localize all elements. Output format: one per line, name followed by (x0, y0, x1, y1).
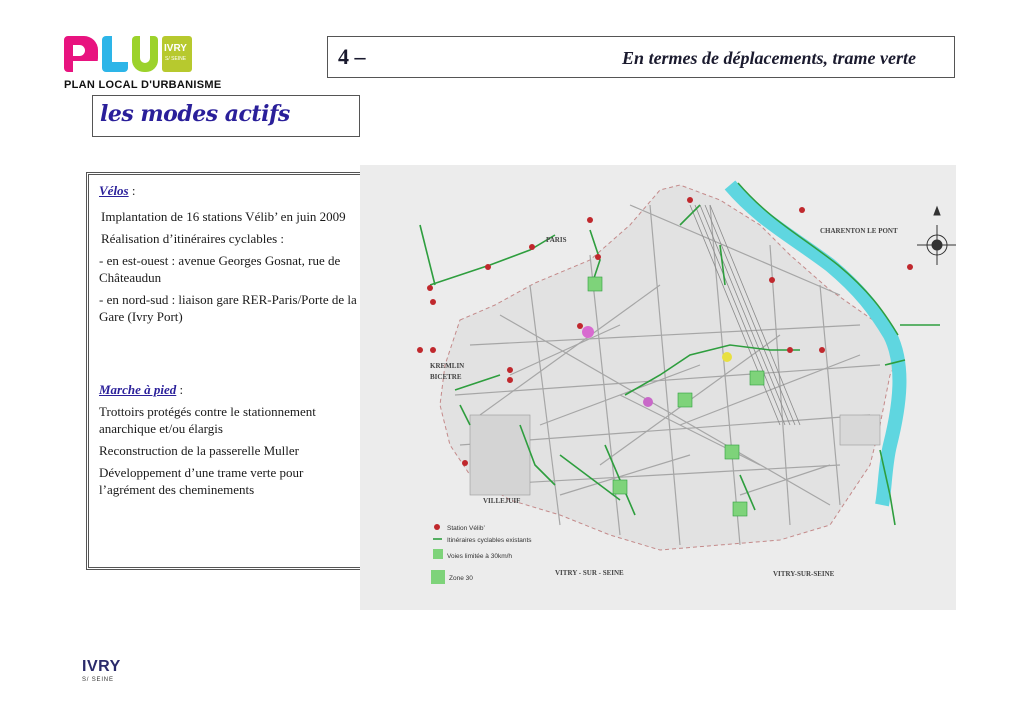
logo-badge-word: IVRY (164, 43, 187, 54)
yellow-marker (722, 352, 732, 362)
purple-marker (643, 397, 653, 407)
legend-station: Station Vélib’ (447, 525, 485, 532)
map-canvas (360, 165, 956, 610)
park (840, 415, 880, 445)
chapter-title: En termes de déplacements, trame verte (622, 48, 916, 68)
logo-badge-sub: S/ SEINE (165, 56, 187, 62)
label-kremlin: KREMLIN (430, 362, 465, 370)
ivry-logo-sub: S/ SEINE (82, 677, 114, 683)
ivry-logo-word: IVRY (82, 658, 121, 675)
velos-colon: : (128, 183, 136, 198)
label-vitry-1: VITRY - SUR - SEINE (555, 569, 624, 577)
legend-zone: Zone 30 (449, 575, 473, 582)
velos-heading-line (99, 182, 361, 199)
label-paris: PARIS (546, 236, 567, 244)
velos-heading: Vélos (99, 183, 129, 198)
compass-icon (917, 207, 956, 265)
nord-sud-text: - en nord-sud : liaison gare RER-Paris/Porte de la Gare (Ivry Port) (99, 292, 357, 324)
label-villejuif: VILLEJUIF (483, 497, 521, 505)
label-charenton: CHARENTON LE PONT (820, 227, 898, 235)
map (360, 165, 956, 610)
legend-itineraires: Itinéraires cyclables existants (447, 537, 532, 544)
header-bar (327, 36, 955, 78)
text-panel (86, 172, 363, 570)
trottoirs-text: Trottoirs protégés contre le stationnement anarchique et/ou élargis (99, 404, 316, 436)
ivry-logo (82, 658, 122, 690)
trame-verte-text: Développement d’une trame verte pour l’agrément des cheminements (99, 465, 304, 497)
label-bicetre: BICETRE (430, 373, 462, 381)
subtitle-box (92, 95, 360, 137)
legend-voies: Voies limitée à 30km/h (447, 553, 513, 560)
map-legend (431, 524, 532, 584)
velib-text: Implantation de 16 stations Vélib’ en juin 2009 (101, 209, 346, 224)
section-subtitle: les modes actifs (100, 101, 290, 127)
chapter-number: 4 – (338, 44, 366, 69)
logo-caption: PLAN LOCAL D'URBANISME (64, 79, 222, 91)
label-vitry-2: VITRY-SUR-SEINE (773, 570, 835, 578)
marche-colon: : (176, 382, 184, 397)
pink-marker (582, 326, 594, 338)
marche-heading-line (99, 381, 361, 398)
marche-heading: Marche à pied (99, 382, 177, 397)
passerelle-text: Reconstruction de la passerelle Muller (99, 443, 299, 458)
est-ouest-text: - en est-ouest : avenue Georges Gosnat, rue de Châteaudun (99, 253, 341, 285)
itineraires-text: Réalisation d’itinéraires cyclables : (101, 231, 285, 246)
